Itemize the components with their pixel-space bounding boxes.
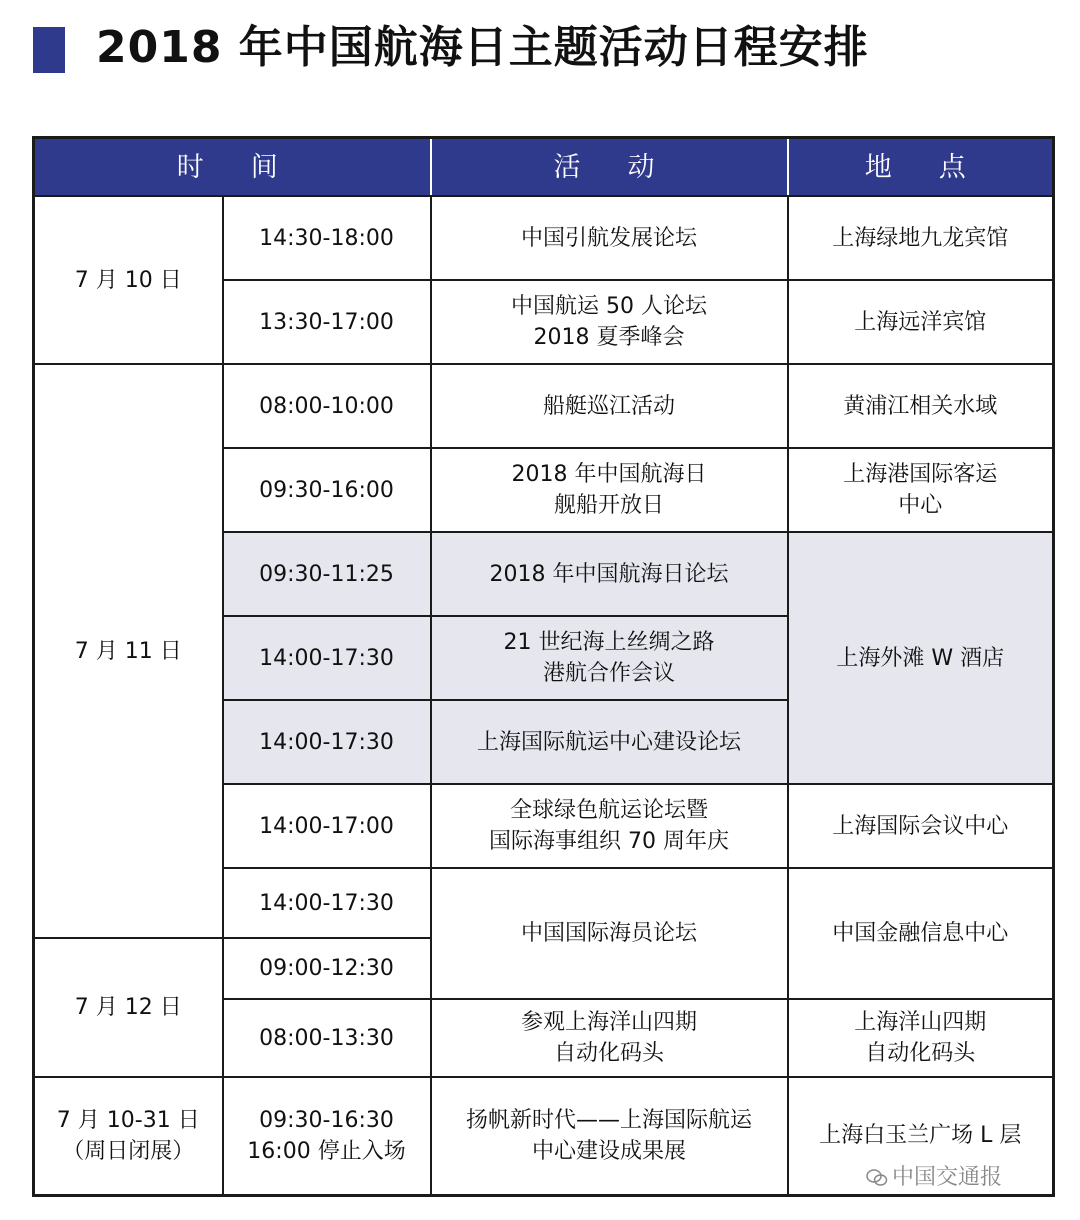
time-cell: 14:00-17:00 [223, 784, 431, 868]
activity-line: 自动化码头 [553, 1041, 664, 1066]
time-line: 16:00 停止入场 [247, 1138, 406, 1164]
time-cell: 14:00-17:30 [223, 616, 431, 700]
activity-line: 2018 年中国航海日论坛 [489, 561, 729, 587]
date-cell: 7 月 11 日 [34, 364, 223, 938]
table-row [34, 196, 1054, 280]
time-cell: 14:00-17:30 [223, 868, 431, 938]
activity-line: 港航合作会议 [542, 661, 675, 686]
activity-line: 21 世纪海上丝绸之路 [503, 630, 715, 655]
activity-cell [431, 1077, 788, 1195]
time-cell: 14:00-17:30 [223, 700, 431, 784]
activity-line: 上海国际航运中心建设论坛 [476, 729, 741, 755]
time-cell: 09:30-11:25 [223, 532, 431, 616]
location-cell [788, 280, 1054, 364]
location-line: 中国金融信息中心 [832, 921, 1009, 946]
date-cell [34, 1077, 223, 1195]
activity-cell [431, 280, 788, 364]
activity-cell [431, 532, 788, 616]
time-cell [223, 1077, 431, 1195]
wechat-icon [866, 1169, 888, 1187]
date-line: 7 月 10-31 日 [56, 1107, 200, 1133]
time-cell: 09:30-16:00 [223, 448, 431, 532]
title-accent-bar [33, 27, 65, 73]
activity-cell [431, 999, 788, 1077]
watermark-text: 中国交通报 [892, 1165, 1003, 1190]
location-line: 上海远洋宾馆 [854, 309, 987, 335]
location-line: 自动化码头 [865, 1041, 976, 1066]
location-cell [788, 364, 1054, 448]
time-cell: 08:00-13:30 [223, 999, 431, 1077]
location-line: 上海绿地九龙宾馆 [832, 225, 1009, 251]
table-row [34, 364, 1054, 448]
activity-line: 参观上海洋山四期 [520, 1010, 697, 1035]
time-cell: 13:30-17:00 [223, 280, 431, 364]
date-cell: 7 月 12 日 [34, 938, 223, 1077]
activity-line: 2018 夏季峰会 [533, 325, 685, 350]
watermark [862, 1160, 1006, 1191]
location-line: 上海外滩 W 酒店 [836, 645, 1005, 671]
location-line: 上海国际会议中心 [832, 813, 1009, 839]
activity-line: 中心建设成果展 [531, 1138, 686, 1164]
activity-cell [431, 784, 788, 868]
location-cell [788, 448, 1054, 532]
date-note: （周日闭展） [62, 1138, 195, 1164]
activity-line: 国际海事组织 70 周年庆 [489, 829, 729, 854]
activity-cell [431, 616, 788, 700]
location-line: 上海洋山四期 [854, 1010, 987, 1035]
time-cell: 14:30-18:00 [223, 196, 431, 280]
location-cell [788, 784, 1054, 868]
location-cell [788, 532, 1054, 784]
activity-cell [431, 364, 788, 448]
activity-line: 船艇巡江活动 [542, 393, 675, 419]
location-cell [788, 999, 1054, 1077]
activity-line: 中国引航发展论坛 [520, 225, 697, 251]
date-cell: 7 月 10 日 [34, 196, 223, 364]
location-line: 上海白玉兰广场 L 层 [819, 1123, 1022, 1149]
schedule-table [32, 136, 1055, 1197]
time-cell: 08:00-10:00 [223, 364, 431, 448]
header-location: 地 点 [788, 138, 1054, 197]
activity-line: 中国国际海员论坛 [520, 921, 697, 946]
activity-line: 扬帆新时代——上海国际航运 [465, 1107, 752, 1133]
table-header-row [34, 138, 1054, 197]
activity-cell [431, 700, 788, 784]
location-line: 黄浦江相关水域 [843, 393, 998, 419]
activity-line: 2018 年中国航海日 [511, 462, 707, 487]
activity-cell [431, 868, 788, 999]
time-line: 09:30-16:30 [259, 1107, 394, 1133]
activity-line: 舰船开放日 [553, 493, 664, 518]
location-cell [788, 868, 1054, 999]
location-line: 中心 [898, 493, 943, 518]
location-cell [788, 196, 1054, 280]
location-line: 上海港国际客运 [843, 462, 998, 487]
time-cell: 09:00-12:30 [223, 938, 431, 999]
activity-cell [431, 448, 788, 532]
page-title: 2018 年中国航海日主题活动日程安排 [96, 22, 869, 73]
header-time: 时 间 [34, 138, 431, 197]
activity-line: 中国航运 50 人论坛 [511, 294, 707, 319]
activity-cell [431, 196, 788, 280]
header-activity: 活 动 [431, 138, 788, 197]
activity-line: 全球绿色航运论坛暨 [509, 798, 708, 823]
